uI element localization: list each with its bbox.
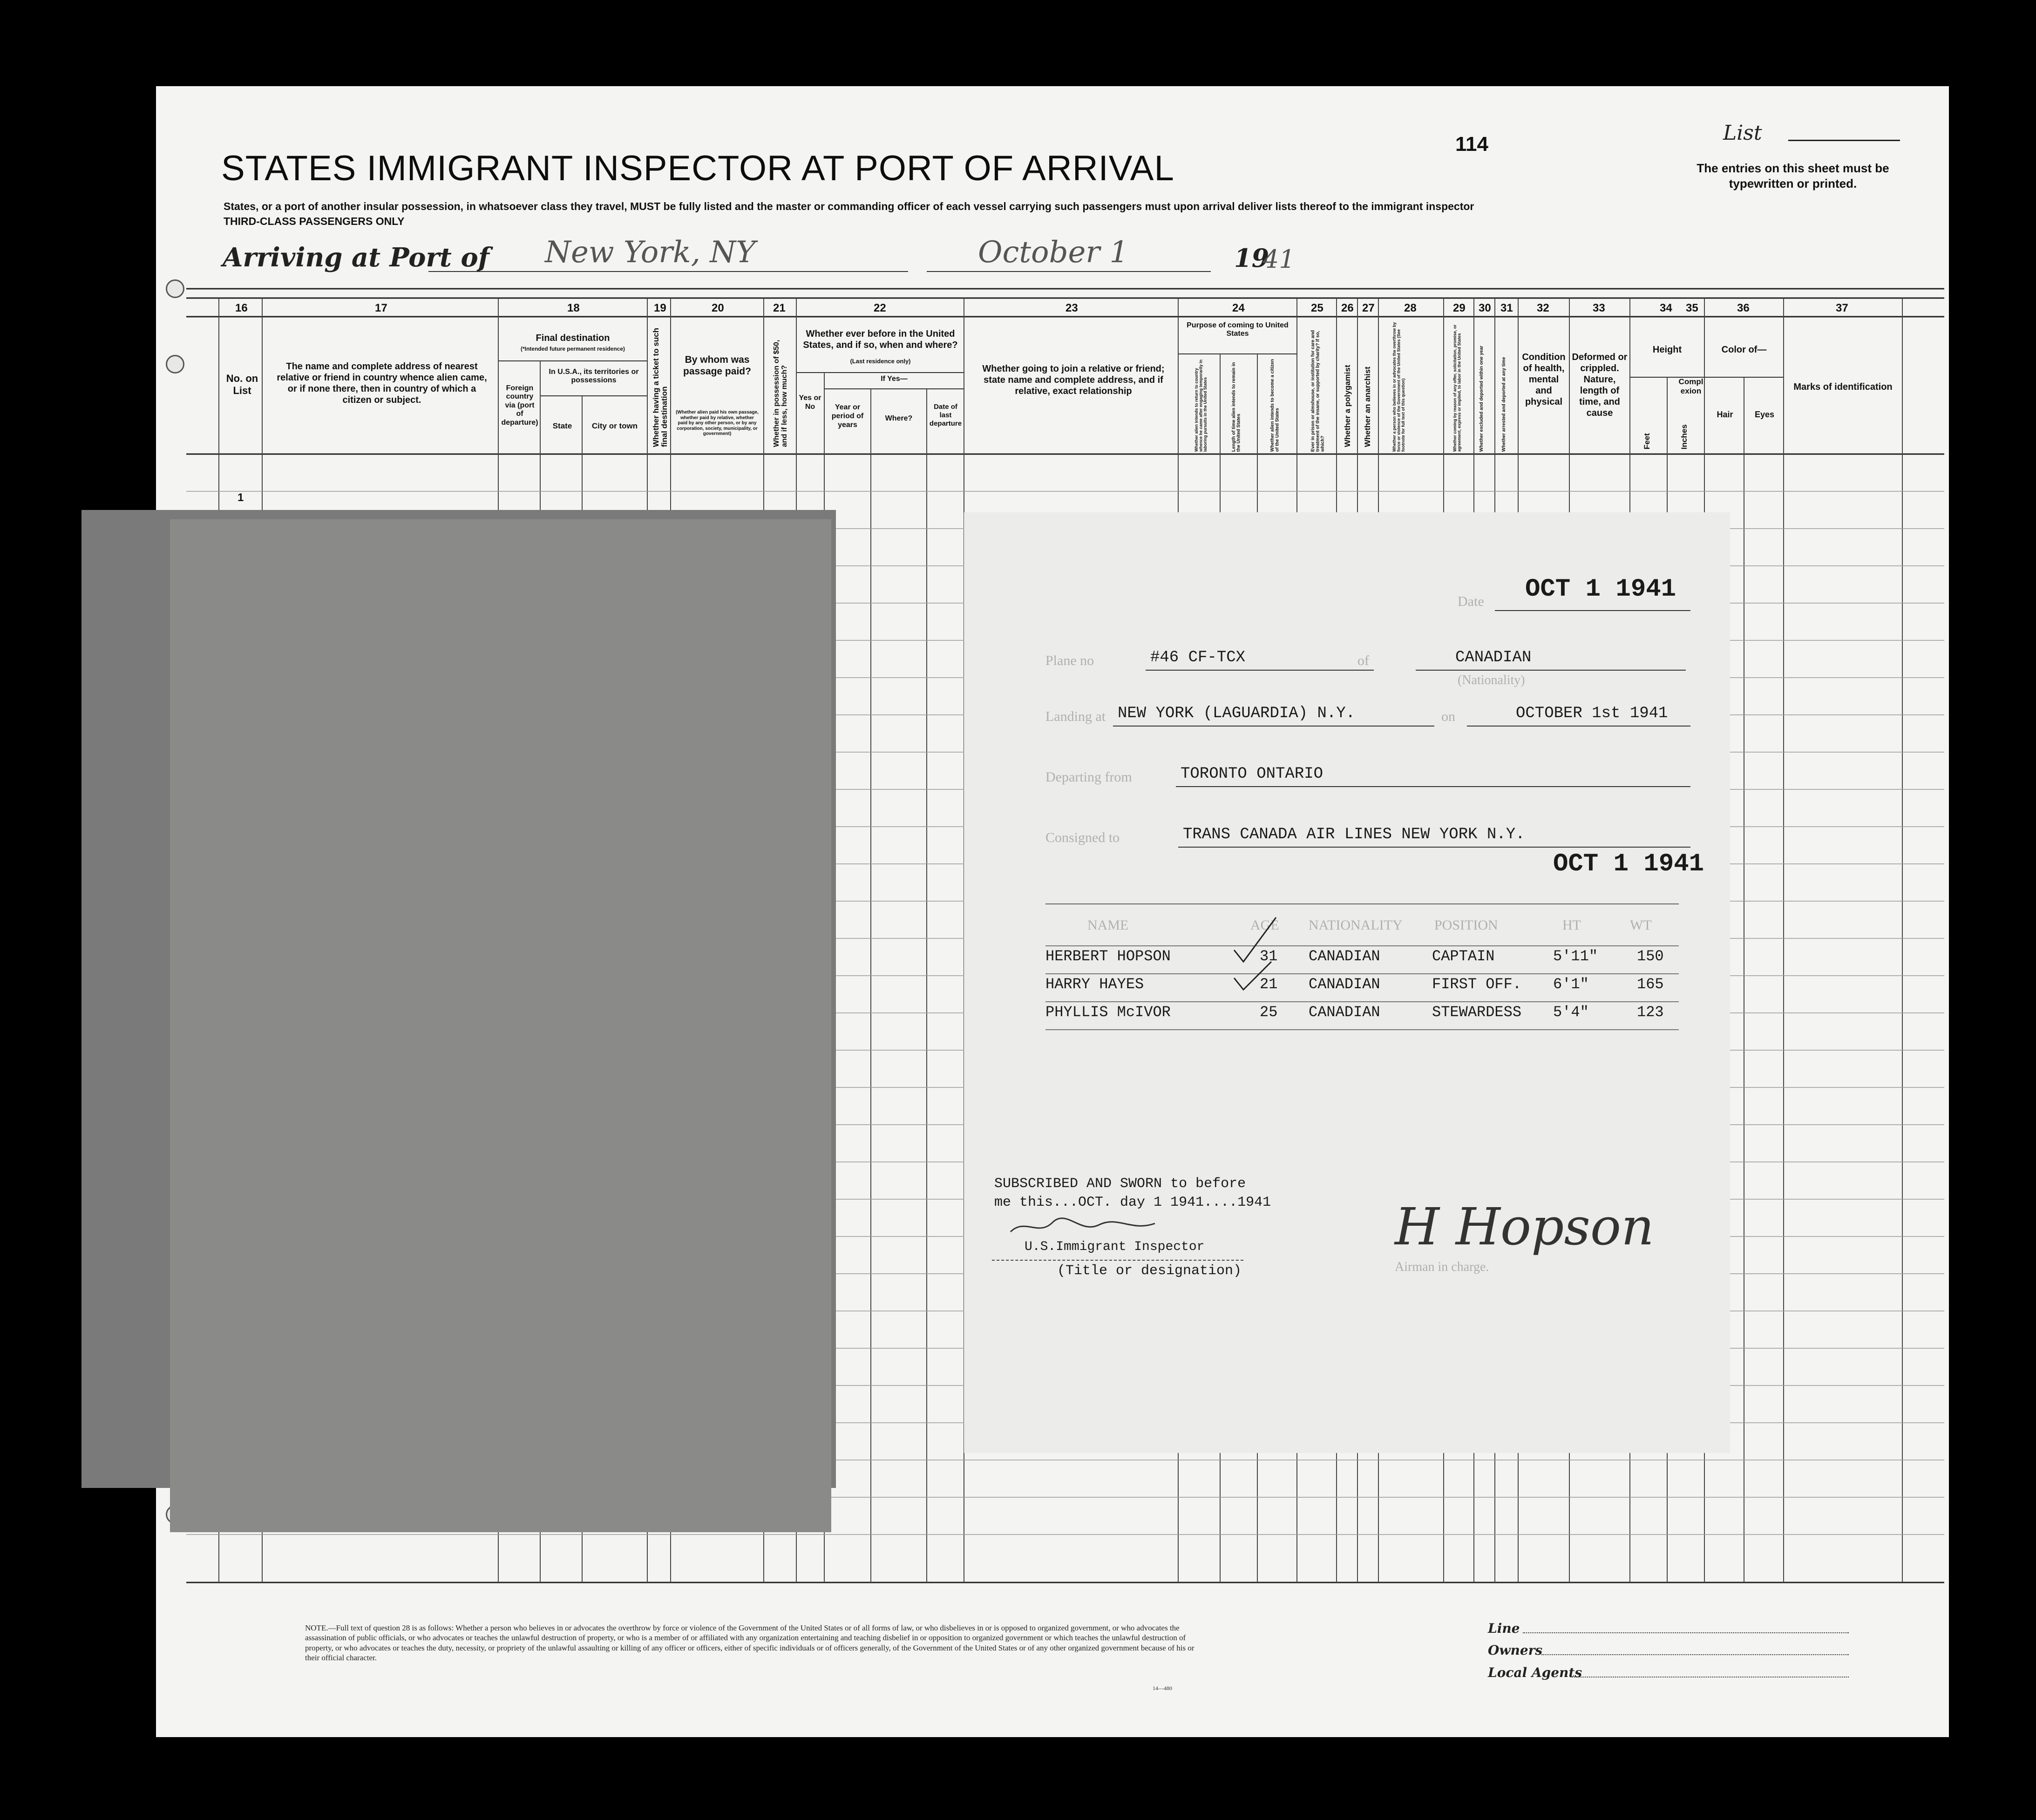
crew-row-0-wt: 150: [1637, 948, 1664, 965]
card-landing-date: OCTOBER 1st 1941: [1516, 705, 1668, 722]
card-stamp-2: OCT 1 1941: [1553, 850, 1704, 878]
col-17-header: The name and complete address of nearest relative or friend in country whence alien came, or if none there, then in country of which a citizen or subject.: [277, 361, 487, 405]
footer-line-label: Line: [1488, 1621, 1520, 1636]
footer-line-rule: [1523, 1632, 1849, 1633]
crew-row-2-position: STEWARDESS: [1432, 1004, 1522, 1021]
col-20-sub: (Whether alien paid his own passage, whether paid by relative, whether paid by any other person, or by any corporation, society, municipality, or government): [676, 410, 759, 436]
arrival-year-printed: 19: [1234, 243, 1269, 273]
crew-row-2-ht: 5'4": [1553, 1004, 1589, 1021]
col-num-27: 27: [1362, 302, 1375, 314]
col-18-state: State: [552, 421, 572, 430]
card-landing-label: Landing at: [1045, 709, 1106, 724]
col-18-header: Final destination: [536, 333, 610, 343]
crew-row-1-ht: 6'1": [1553, 976, 1589, 993]
crew-row-1-nationality: CANADIAN: [1309, 976, 1380, 993]
col-num-19: 19: [654, 302, 666, 314]
col-31-header: Whether arrested and deported at any time: [1501, 357, 1507, 452]
card-date-label: Date: [1458, 594, 1484, 609]
card-departing: TORONTO ONTARIO: [1181, 765, 1323, 783]
col-24a-header: Whether alien intends to return to country whence he came after engaging temporarily in laboring pursuits in the United States: [1194, 359, 1208, 452]
card-nationality-label: (Nationality): [1458, 673, 1525, 687]
card-date-stamp: OCT 1 1941: [1525, 575, 1676, 604]
col-18-city: City or town: [591, 421, 638, 430]
sworn-line-2: me this...OCT. day 1 1941....1941: [994, 1195, 1271, 1210]
col-num-17: 17: [375, 302, 387, 314]
card-plane-label: Plane no: [1045, 653, 1094, 668]
check-mark-icon: [1234, 917, 1276, 962]
col-29-header: Whether coming by reason of any offer, solicitation, promise, or agreement, express or implied, to labor in the United States: [1452, 324, 1462, 452]
col-36-header: Color of—: [1721, 345, 1767, 355]
col-36-hair: Hair: [1717, 410, 1733, 419]
crew-row-0-age: 31: [1260, 948, 1278, 965]
card-nationality: CANADIAN: [1455, 649, 1532, 666]
col-18-sub: (*Intended future permanent residence): [520, 346, 625, 352]
arrival-year-written: 41: [1263, 244, 1295, 274]
col-34-header: Height: [1652, 345, 1682, 355]
crew-row-0-ht: 5'11": [1553, 948, 1598, 965]
col-22-where: Where?: [885, 414, 913, 422]
crew-header-nationality: NATIONALITY: [1309, 917, 1403, 933]
col-35-header: Complexion: [1678, 377, 1703, 395]
crew-manifest-card: [964, 512, 1730, 1453]
in-charge-label: Airman in charge.: [1395, 1260, 1489, 1274]
crew-header-position: POSITION: [1434, 917, 1498, 933]
col-33-header: Deformed or crippled. Nature, length of time, and cause: [1572, 352, 1628, 418]
card-consigned-label: Consigned to: [1045, 830, 1120, 845]
col-32-header: Condition of health, mental and physical: [1522, 352, 1566, 407]
col-24-header: Purpose of coming to United States: [1187, 321, 1289, 338]
inspector-signature-icon: [1006, 1213, 1192, 1241]
col-num-25: 25: [1311, 302, 1323, 314]
crew-header-age: AGE: [1250, 917, 1279, 933]
col-27-header: Whether an anarchist: [1363, 367, 1372, 447]
col-22-yesno: Yes or No: [799, 394, 821, 411]
crew-header-wt: WT: [1630, 917, 1652, 933]
overlay-paper: [170, 519, 831, 1532]
col-25-header: Ever in prison or almshouse, or institution for care and treatment of the insane, or supported by charity? If so, which?: [1310, 330, 1325, 452]
col-37-header: Marks of identification: [1793, 382, 1893, 392]
card-on-label: on: [1441, 709, 1455, 724]
col-num-34: 34: [1660, 302, 1672, 314]
row-number-first: 1: [238, 491, 244, 504]
col-22-date: Date of last departure: [929, 403, 962, 428]
col-num-28: 28: [1404, 302, 1417, 314]
col-23-header: Whether going to join a relative or friend; state name and complete address, and if relative, exact relationship: [982, 364, 1165, 396]
card-landing-date-line: [1467, 726, 1690, 727]
typewritten-note: The entries on this sheet must be typewritten or printed.: [1697, 161, 1889, 190]
footer-owners-label: Owners: [1488, 1643, 1543, 1658]
col-18-foreign: Foreign country via (port of departure): [501, 384, 538, 427]
col-24b-header: Length of time alien intends to remain in the United States: [1231, 362, 1242, 452]
crew-header-ht: HT: [1562, 917, 1581, 933]
card-consigned: TRANS CANADA AIR LINES NEW YORK N.Y.: [1183, 826, 1525, 843]
col-num-21: 21: [773, 302, 786, 314]
col-num-32: 32: [1537, 302, 1549, 314]
col-num-29: 29: [1453, 302, 1466, 314]
col-num-36: 36: [1737, 302, 1750, 314]
footer-agents-label: Local Agents: [1488, 1665, 1582, 1680]
check-mark-icon: [1234, 962, 1271, 990]
crew-row-1-wt: 165: [1637, 976, 1664, 993]
col-num-18: 18: [567, 302, 580, 314]
col-18-usa: In U.S.A., its territories or possessions: [549, 368, 639, 384]
footnote: NOTE.—Full text of question 28 is as follows: Whether a person who believes in or advocates the overthrow by force or violence of the Government of the United States or of all forms of law, or who disbelieves in or is opposed to organized government, or who advocates the assassination of public officials, or who advocates or teaches the unlawful destruction of property, or who is a member of or affiliated with any organization entertaining and teaching disbelief in or opposition to organized government or which teaches the unlawful destruction of property, or who advocates or teaches the duty, necessity, or propriety of the unlawful assaulting or killing of any officer or officers, either of specific individuals or of officers generally, of the Government of the United States or of any other organized government because of his or their official character.: [305, 1623, 1194, 1662]
col-num-37: 37: [1836, 302, 1848, 314]
col-34-inches: Inches: [1680, 424, 1689, 449]
col-22-header: Whether ever before in the United States, and if so, when and where?: [803, 329, 958, 350]
col-num-30: 30: [1479, 302, 1491, 314]
col-num-31: 31: [1500, 302, 1513, 314]
col-30-header: Whether excluded and deported within one year: [1479, 346, 1484, 452]
crew-row-0-name: HERBERT HOPSON: [1045, 948, 1171, 965]
col-22-ifyes: If Yes—: [881, 375, 908, 383]
col-19-header: Whether having a ticket to such final destination: [652, 328, 669, 447]
class-note: THIRD-CLASS PASSENGERS ONLY: [224, 215, 405, 227]
arriving-label: Arriving at Port of: [223, 242, 489, 273]
crew-row-1-position: FIRST OFF.: [1432, 976, 1522, 993]
arrival-port: New York, NY: [545, 235, 756, 270]
crew-row-2-wt: 123: [1637, 1004, 1664, 1021]
card-date-line: [1495, 610, 1690, 611]
card-departing-label: Departing from: [1045, 769, 1132, 785]
col-26-header: Whether a polygamist: [1343, 365, 1352, 447]
crew-table-rule: [1045, 903, 1679, 904]
captain-signature: H Hopson: [1395, 1197, 1654, 1256]
crew-row-line: [1045, 973, 1679, 974]
sworn-line-1: SUBSCRIBED AND SWORN to before: [994, 1176, 1246, 1192]
col-num-26: 26: [1341, 302, 1354, 314]
col-24c-header: Whether alien intends to become a citizen of the United States: [1270, 359, 1280, 452]
crew-row-2-name: PHYLLIS McIVOR: [1045, 1004, 1171, 1021]
crew-row-0-position: CAPTAIN: [1432, 948, 1495, 965]
col-num-24: 24: [1232, 302, 1245, 314]
crew-row-0-nationality: CANADIAN: [1309, 948, 1380, 965]
col-num-23: 23: [1066, 302, 1078, 314]
inspector-title: U.S.Immigrant Inspector: [1025, 1240, 1205, 1254]
arrival-date: October 1: [978, 235, 1129, 270]
col-28-header: Whether a person who believes in or advocates the overthrow by force or violence of the Government of the United States (See footnote for full text of this question): [1392, 322, 1405, 452]
form-number: 14—480: [1153, 1685, 1172, 1691]
crew-row-line: [1045, 945, 1679, 946]
crew-row-line: [1045, 1001, 1679, 1002]
check-marks: [1225, 908, 1281, 1039]
card-landing-line: [1113, 726, 1434, 727]
list-label: List: [1723, 121, 1762, 145]
title-designation: (Title or designation): [1057, 1263, 1242, 1279]
footer-owners-rule: [1541, 1654, 1849, 1655]
card-landing: NEW YORK (LAGUARDIA) N.Y.: [1118, 705, 1356, 722]
col-num-20: 20: [712, 302, 724, 314]
page-number: 114: [1455, 133, 1488, 156]
col-20-header: By whom was passage paid?: [683, 354, 751, 377]
col-22-years: Year or period of years: [831, 403, 864, 429]
col-num-33: 33: [1593, 302, 1605, 314]
col-num-16: 16: [235, 302, 248, 314]
inspector-line: [992, 1260, 1243, 1261]
card-plane-line: [1146, 670, 1374, 671]
page-title: STATES IMMIGRANT INSPECTOR AT PORT OF ARRIVAL: [221, 149, 1174, 188]
crew-header-name: NAME: [1087, 917, 1129, 933]
col-34-feet: Feet: [1642, 433, 1651, 449]
crew-row-1-name: HARRY HAYES: [1045, 976, 1144, 993]
card-nationality-line: [1416, 670, 1686, 671]
col-22-sub: (Last residence only): [850, 358, 911, 365]
col-num-22: 22: [874, 302, 886, 314]
card-departing-line: [1176, 786, 1690, 787]
crew-row-1-age: 21: [1260, 976, 1278, 993]
card-of-label: of: [1357, 653, 1369, 668]
crew-row-2-age: 25: [1260, 1004, 1278, 1021]
col-21-header: Whether in possession of $50, and if less, how much?: [773, 340, 788, 447]
crew-row-2-nationality: CANADIAN: [1309, 1004, 1380, 1021]
card-plane-no: #46 CF-TCX: [1150, 649, 1246, 666]
col-num-35: 35: [1686, 302, 1698, 314]
subtitle: States, or a port of another insular possession, in whatsoever class they travel, MUST be fully listed and the master or commanding officer of each vessel carrying such passengers must upon arrival deliver lists thereof to the immigrant inspector: [224, 200, 1474, 212]
card-consigned-line: [1178, 847, 1690, 848]
crew-row-line: [1045, 1029, 1679, 1030]
col-16-header: No. on List: [226, 373, 258, 396]
col-36-eyes: Eyes: [1754, 410, 1775, 419]
